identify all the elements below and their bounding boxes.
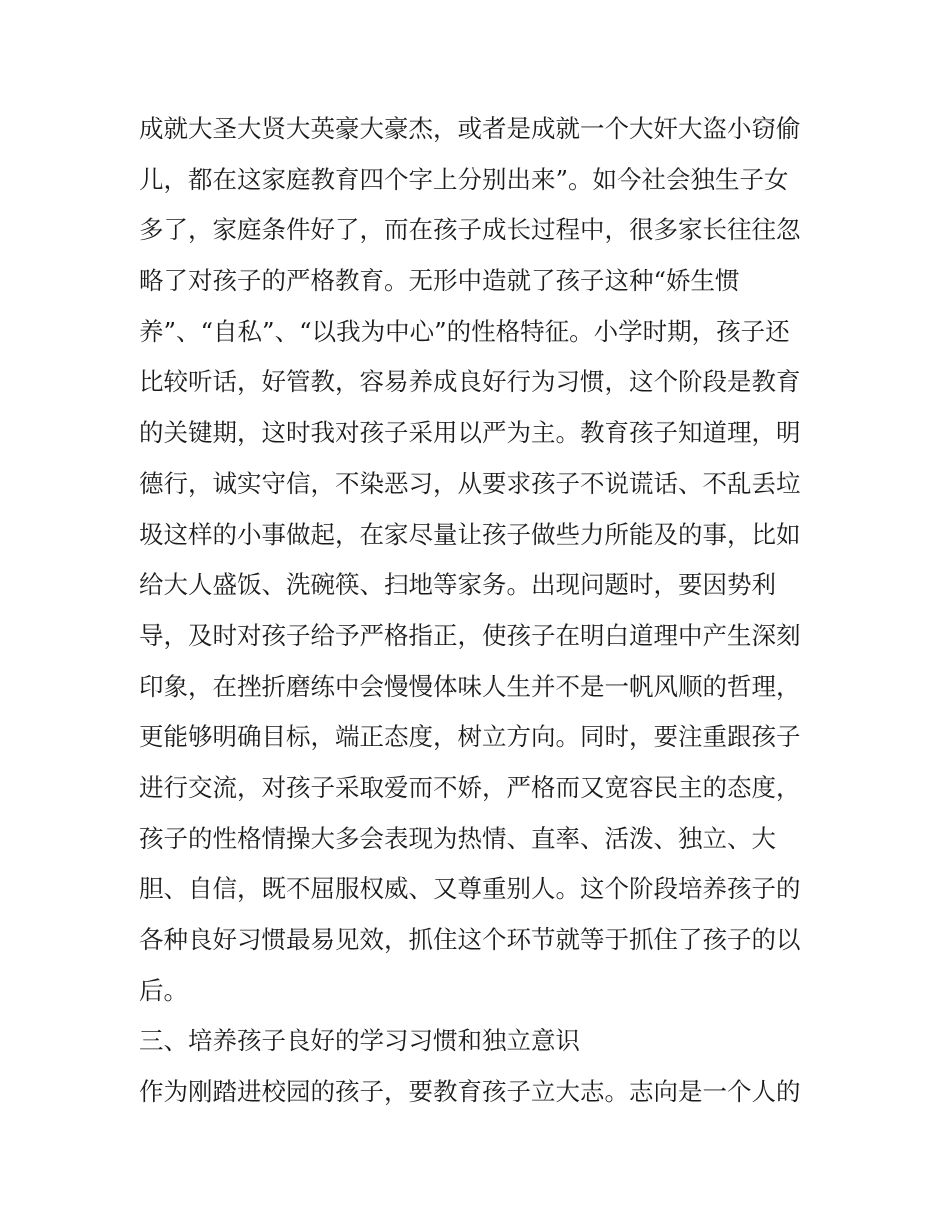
text-line: 更能够明确目标，端正态度，树立方向。同时，要注重跟孩子 — [139, 722, 801, 752]
text-line: 作为刚踏进校园的孩子，要教育孩子立大志。志向是一个人的 — [139, 1077, 801, 1107]
text-line: 儿，都在这家庭教育四个字上分别出来”。如今社会独生子女 — [139, 164, 789, 194]
text-line: 的关键期，这时我对孩子采用以严为主。教育孩子知道理，明 — [139, 418, 801, 448]
text-line: 各种良好习惯最易见效，抓住这个环节就等于抓住了孩子的以 — [139, 925, 801, 954]
text-line: 后。 — [139, 975, 188, 1005]
text-line: 养”、“自私”、“以我为中心”的性格特征。小学时期，孩子还 — [139, 316, 790, 346]
section-heading: 三、培养孩子良好的学习习惯和独立意识 — [139, 1026, 580, 1056]
text-line: 给大人盛饭、洗碗筷、扫地等家务。出现问题时，要因势利 — [139, 570, 776, 600]
text-line: 孩子的性格情操大多会表现为热情、直率、活泼、独立、大 — [139, 823, 776, 853]
text-line: 成就大圣大贤大英豪大豪杰，或者是成就一个大奸大盗小窃偷 — [139, 114, 801, 143]
text-line: 胆、自信，既不屈服权威、又尊重别人。这个阶段培养孩子的 — [139, 874, 801, 904]
text-line: 比较听话，好管教，容易养成良好行为习惯，这个阶段是教育 — [139, 367, 801, 397]
text-line: 印象，在挫折磨练中会慢慢体味人生并不是一帆风顺的哲理， — [139, 671, 801, 701]
text-line: 多了，家庭条件好了，而在孩子成长过程中，很多家长往往忽 — [139, 215, 801, 245]
text-line: 德行，诚实守信，不染恶习，从要求孩子不说谎话、不乱丢垃 — [139, 468, 801, 498]
text-line: 圾这样的小事做起，在家尽量让孩子做些力所能及的事，比如 — [139, 519, 801, 549]
text-line: 略了对孩子的严格教育。无形中造就了孩子这种“娇生惯 — [139, 266, 740, 296]
body-text — [139, 104, 839, 1118]
text-line: 进行交流，对孩子采取爱而不娇，严格而又宽容民主的态度， — [139, 772, 801, 802]
text-line: 导，及时对孩子给予严格指正，使孩子在明白道理中产生深刻 — [139, 620, 801, 650]
